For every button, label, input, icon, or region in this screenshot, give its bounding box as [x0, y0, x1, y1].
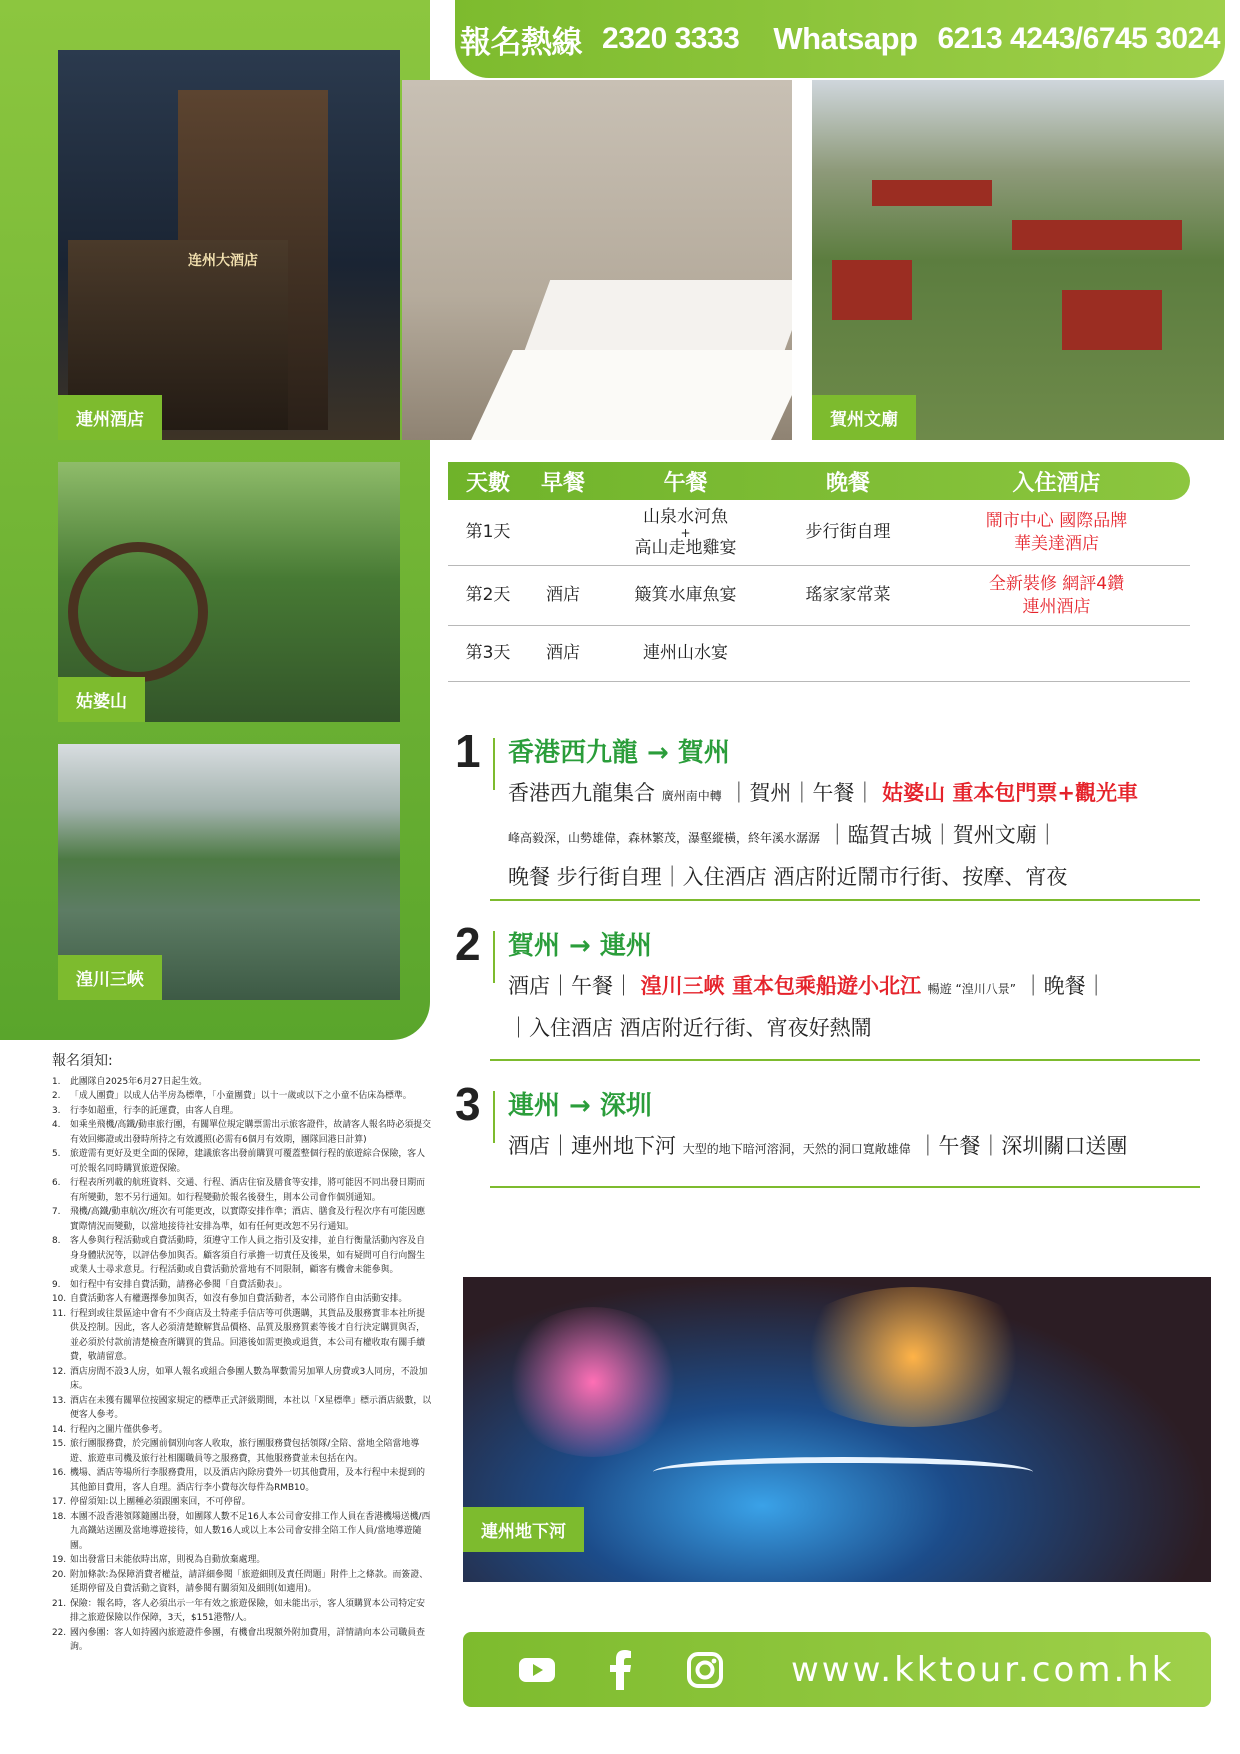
table-row — [448, 626, 1190, 682]
whatsapp-number[interactable]: 6213 4243/6745 3024 — [937, 22, 1220, 55]
wall-shape — [1062, 290, 1162, 350]
notice-item-number: 19. — [52, 1555, 67, 1565]
hotel-sign: 连州大酒店 — [188, 253, 258, 269]
notice-item-number: 15. — [52, 1439, 67, 1449]
notice-item-text: 保險：報名時，客人必須出示一年有效之旅遊保險，如未能出示，客人須購買本公司特定安排之旅遊保險以作保障，3天，$151港幣/人。 — [70, 1598, 425, 1623]
section-divider — [490, 1059, 1200, 1061]
detail-text: 香港西九龍集合 — [508, 781, 655, 805]
notice-item — [52, 1205, 432, 1234]
detail-highlight: 湟川三峽 重本包乘船遊小北江 — [640, 974, 921, 998]
notice-item — [52, 1597, 432, 1626]
notice-item-text: 本團不設香港領隊隨團出發，如團隊人數不足16人本公司會安排工作人員在香港機場送機/西九高鐵站送團及當地導遊接待，如人數16人或以上本公司會安排全陪工作人員/當地導遊隨團。 — [70, 1511, 431, 1551]
notice-item-number: 3. — [52, 1105, 61, 1116]
detail-note: 廣州南中轉 — [661, 789, 722, 803]
notice-item-number: 7. — [52, 1207, 61, 1217]
notice-title: 報名須知: — [52, 1053, 113, 1069]
detail-text: 酒店｜連州地下河 — [508, 1134, 676, 1158]
notice-item-number: 5. — [52, 1149, 61, 1159]
notice-item-text: 酒店在未獲有關單位按國家規定的標準正式評級期間，本社以「X星標準」標示酒店級數，以便客人參考。 — [70, 1395, 432, 1420]
notice-item — [52, 1365, 432, 1394]
notice-item-number: 8. — [52, 1236, 61, 1246]
notice-item — [52, 1118, 432, 1147]
lunch-plus: + — [680, 525, 691, 540]
notice-item-text: 國內參團：客人如持國內旅遊證件參團，有機會出現額外附加費用，詳情請向本公司職員查詢。 — [70, 1627, 425, 1652]
day-divider-bar — [493, 1091, 495, 1143]
day-details — [508, 967, 1198, 1048]
photo-lianzhou-hotel — [58, 50, 400, 440]
day-route: 賀州 → 連州 — [508, 931, 652, 961]
whatsapp-label: Whatsapp — [773, 21, 918, 56]
day-number: 3 — [455, 1078, 481, 1130]
notice-item-number: 16. — [52, 1468, 67, 1478]
notice-item-number: 2. — [52, 1091, 61, 1101]
header-hotel: 入住酒店 — [1012, 470, 1101, 496]
notice-item — [52, 1553, 432, 1568]
notice-item — [52, 1104, 432, 1119]
notice-item — [52, 1075, 432, 1090]
photo-caption: 湟川三峽 — [58, 955, 162, 1000]
day-divider-bar — [493, 931, 495, 983]
cave-light — [783, 1287, 1043, 1427]
notice-item-text: 飛機/高鐵/動車航次/班次有可能更改，以實際安排作準；酒店、膳食及行程次序有可能因應實際情況而變動，以當地接待社安排為準，如有任何更改恕不另行通知。 — [70, 1207, 426, 1232]
notice-item — [52, 1626, 432, 1655]
photo-caption: 連州地下河 — [463, 1507, 584, 1552]
day-line: 晚餐 步行街自理｜入住酒店 酒店附近鬧市行街、按摩、宵夜 — [508, 865, 1068, 889]
notice-item-number: 14. — [52, 1424, 67, 1435]
table-row — [448, 566, 1190, 626]
notice-item-text: 旅行團服務費，於完團前個別向客人收取，旅行團服務費包括領隊/全陪、當地全陪當地導遊、旅遊車司機及旅行社相關職員等之服務費，其他服務費並未包括在內。 — [70, 1439, 420, 1464]
notice-item — [52, 1147, 432, 1176]
day-divider-bar — [493, 738, 495, 790]
notice-item-text: 客人參與行程活動或自費活動時，須遵守工作人員之指引及安排，並自行衡量活動內容及自身身體狀況等，以評估參加與否。顧客須自行承擔一切責任及後果，如有疑問可自行向醫生或業人士尋求意見。行程活動或自費活動於當地有不同限制，顧客有機會未能參與。 — [70, 1236, 425, 1275]
cell-hotel — [923, 510, 1190, 554]
notice-item-number: 11. — [52, 1308, 67, 1319]
detail-text: ｜臨賀古城｜賀州文廟｜ — [826, 823, 1058, 847]
day-number: 2 — [455, 918, 481, 970]
notice-item-text: 機場、酒店等場所行李服務費用，以及酒店內除房費外一切其他費用，及本行程中未提到的其他節目費用，客人自理。酒店行李小費每次每件為RMB10。 — [70, 1468, 425, 1493]
header-breakfast: 早餐 — [540, 470, 585, 496]
notice-item-text: 此團隊自2025年6月27日起生效。 — [70, 1076, 208, 1087]
notice-item — [52, 1394, 432, 1423]
notice-item-text: 自費活動客人有權選擇參加與否，如沒有參加自費活動者，本公司將作自由活動安排。 — [70, 1294, 408, 1304]
notice-item-number: 13. — [52, 1395, 67, 1406]
cell-dinner: 瑤家家常菜 — [805, 585, 891, 606]
facebook-icon[interactable] — [599, 1648, 643, 1692]
header-dinner: 晚餐 — [825, 470, 870, 496]
cell-breakfast: 酒店 — [546, 585, 580, 606]
detail-text: ｜賀州｜午餐｜ — [728, 781, 876, 805]
section-divider — [490, 899, 1200, 901]
roof-shape — [872, 180, 992, 206]
photo-gupo-mountain — [58, 462, 400, 722]
notice-item-text: 旅遊需有更好及更全面的保障，建議旅客出發前購買可覆蓋整個行程的旅遊綜合保險，客人可於報名同時購買旅遊保險。 — [70, 1149, 425, 1174]
photo-hezhou-temple — [812, 80, 1224, 440]
notice-item-text: 行李如超重，行李的託運費，由客人自理。 — [70, 1105, 239, 1116]
notice-item-text: 如乘坐飛機/高鐵/動車旅行團，有關單位規定購票需出示旅客證件，故請客人報名時必須提交有效回鄉證或出發時所持之有效護照(必需有6個月有效期，團隊回港日計算) — [70, 1120, 431, 1145]
photo-huangchuan-gorge — [58, 744, 400, 1000]
header-day: 天數 — [465, 470, 510, 496]
detail-highlight: 姑婆山 重本包門票+觀光車 — [882, 781, 1138, 805]
cell-day: 第2天 — [465, 585, 511, 606]
day-line — [508, 1127, 1198, 1169]
notice-item-number: 21. — [52, 1598, 67, 1609]
notice-item-text: 附加條款:為保障消費者權益，請詳細參閱「旅遊細則及責任問題」附件上之條款。而簽證、延期停留及自費活動之資料，請參閱有關須知及細則(如適用)。 — [70, 1569, 428, 1594]
photo-underground-river — [463, 1277, 1211, 1582]
hotline-phone[interactable]: 2320 3333 — [602, 22, 740, 55]
notice-item-number: 22. — [52, 1627, 67, 1638]
day-line — [508, 967, 1198, 1009]
notice-item-text: 停留須知:以上團種必須跟團來回，不可停留。 — [70, 1497, 251, 1507]
cell-day: 第3天 — [465, 643, 511, 664]
notice-item — [52, 1307, 432, 1365]
website-link[interactable]: www.kktour.com.hk — [791, 1649, 1175, 1690]
cave-light — [503, 1307, 683, 1457]
cell-hotel — [923, 573, 1190, 617]
notice-item — [52, 1495, 432, 1510]
notice-item-number: 4. — [52, 1120, 61, 1130]
notice-item — [52, 1423, 432, 1438]
hotel-line2: 連州酒店 — [1022, 596, 1091, 617]
hotline-banner — [455, 0, 1225, 78]
notice-item — [52, 1437, 432, 1466]
photo-caption: 賀州文廟 — [812, 395, 916, 440]
header-lunch: 午餐 — [663, 470, 708, 496]
itinerary-day-3 — [455, 1078, 1195, 1158]
hotel-line1: 鬧市中心 國際品牌 — [985, 511, 1128, 532]
notice-item — [52, 1234, 432, 1278]
notice-item — [52, 1466, 432, 1495]
hotline-label: 報名熱線 — [460, 24, 583, 60]
notice-item-number: 12. — [52, 1366, 67, 1377]
day-line: ｜入住酒店 酒店附近行街、宵夜好熱鬧 — [508, 1016, 872, 1040]
hotel-line1: 全新裝修 網評4鑽 — [988, 574, 1125, 595]
photo-caption: 連州酒店 — [58, 395, 162, 440]
meal-table — [448, 462, 1190, 682]
wall-shape — [832, 260, 912, 320]
day-number: 1 — [455, 725, 481, 777]
detail-text: 酒店｜午餐｜ — [508, 974, 634, 998]
notice-item — [52, 1176, 432, 1205]
day-details — [508, 774, 1198, 897]
section-divider — [490, 1186, 1200, 1188]
notice-item-text: 如行程中有安排自費活動，請務必參閱「自費活動表」。 — [70, 1279, 288, 1290]
detail-note: 大型的地下暗河溶洞，天然的洞口寬敞雄偉 — [682, 1142, 911, 1156]
lunch-line2: 高山走地雞宴 — [634, 537, 737, 558]
hotel-line2: 華美達酒店 — [1014, 533, 1099, 554]
instagram-icon[interactable] — [683, 1648, 727, 1692]
registration-notice — [52, 1054, 432, 1655]
cell-dinner: 步行街自理 — [805, 522, 891, 543]
day-line — [508, 774, 1198, 816]
notice-item-text: 如出發當日未能依時出席，則視為自動放棄處理。 — [70, 1555, 266, 1565]
itinerary-day-2 — [455, 918, 1195, 1040]
notice-list — [52, 1075, 432, 1655]
notice-item-number: 10. — [52, 1294, 67, 1304]
cell-breakfast: 酒店 — [546, 643, 580, 664]
notice-item-text: 酒店房間不設3人房，如單人報名或組合參團人數為單數需另加單人房費或3人同房，不設加床。 — [70, 1366, 428, 1391]
notice-item-text: 行程到或往景區途中會有不少商店及土特產手信店等可供選購，其貨品及服務實非本社所提供及控制。因此，客人必須清楚瞭解貨品價格、品質及服務質素等後才自行決定購買與否，並必須於付款前清楚檢查所購買的貨品。回港後如需更換或退貨，本公司有權收取有關手續費，敬請留意。 — [70, 1308, 425, 1362]
youtube-icon[interactable] — [515, 1648, 559, 1692]
notice-item — [52, 1568, 432, 1597]
day-route: 連州 → 深圳 — [508, 1091, 652, 1121]
cell-day: 第1天 — [465, 522, 511, 543]
photo-caption: 姑婆山 — [58, 677, 145, 722]
notice-item — [52, 1278, 432, 1293]
lunch-line1: 山泉水河魚 — [643, 507, 728, 528]
notice-item — [52, 1292, 432, 1307]
day-details — [508, 1127, 1198, 1169]
cell-lunch: 簸箕水庫魚宴 — [634, 585, 737, 606]
notice-item — [52, 1089, 432, 1104]
detail-text: ｜晚餐｜ — [1022, 974, 1107, 998]
waterwheel-shape — [68, 542, 208, 682]
notice-item-text: 「成人團費」以成人佔半房為標準，「小童團費」以十一歲或以下之小童不佔床為標準。 — [70, 1091, 412, 1101]
photo-hotel-room — [402, 80, 792, 440]
roof-shape — [1012, 220, 1182, 250]
notice-item-number: 6. — [52, 1178, 61, 1188]
notice-item-text: 行程表所列載的航班資料、交通、行程、酒店住宿及膳食等安排，將可能因不同出發日期而有所變動，恕不另行通知。如行程變動於報名後發生，則本公司會作個別通知。 — [70, 1178, 425, 1203]
notice-item-text: 行程內之圖片僅供參考。 — [70, 1424, 168, 1435]
meal-table-header — [448, 462, 1190, 500]
notice-item-number: 20. — [52, 1569, 67, 1580]
bridge-shape — [653, 1457, 1033, 1487]
cell-lunch — [598, 506, 773, 558]
notice-item-number: 1. — [52, 1076, 61, 1087]
itinerary-day-1 — [455, 725, 1195, 889]
table-row — [448, 500, 1190, 566]
detail-note: 峰高毅深，山勢雄偉，森林繁茂，瀑壑縱橫，終年溪水潺潺 — [508, 831, 821, 845]
detail-text: ｜午餐｜深圳關口送團 — [917, 1134, 1128, 1158]
notice-item-number: 18. — [52, 1511, 67, 1522]
notice-item-number: 9. — [52, 1279, 61, 1290]
cell-lunch: 連州山水宴 — [643, 643, 728, 664]
footer-bar — [463, 1632, 1211, 1707]
notice-item-number: 17. — [52, 1497, 67, 1507]
day-line — [508, 816, 1198, 858]
bed-shape-2 — [471, 350, 792, 440]
notice-item — [52, 1510, 432, 1554]
detail-note: 暢遊 “湟川八景” — [927, 982, 1016, 996]
day-route: 香港西九龍 → 賀州 — [508, 738, 730, 768]
